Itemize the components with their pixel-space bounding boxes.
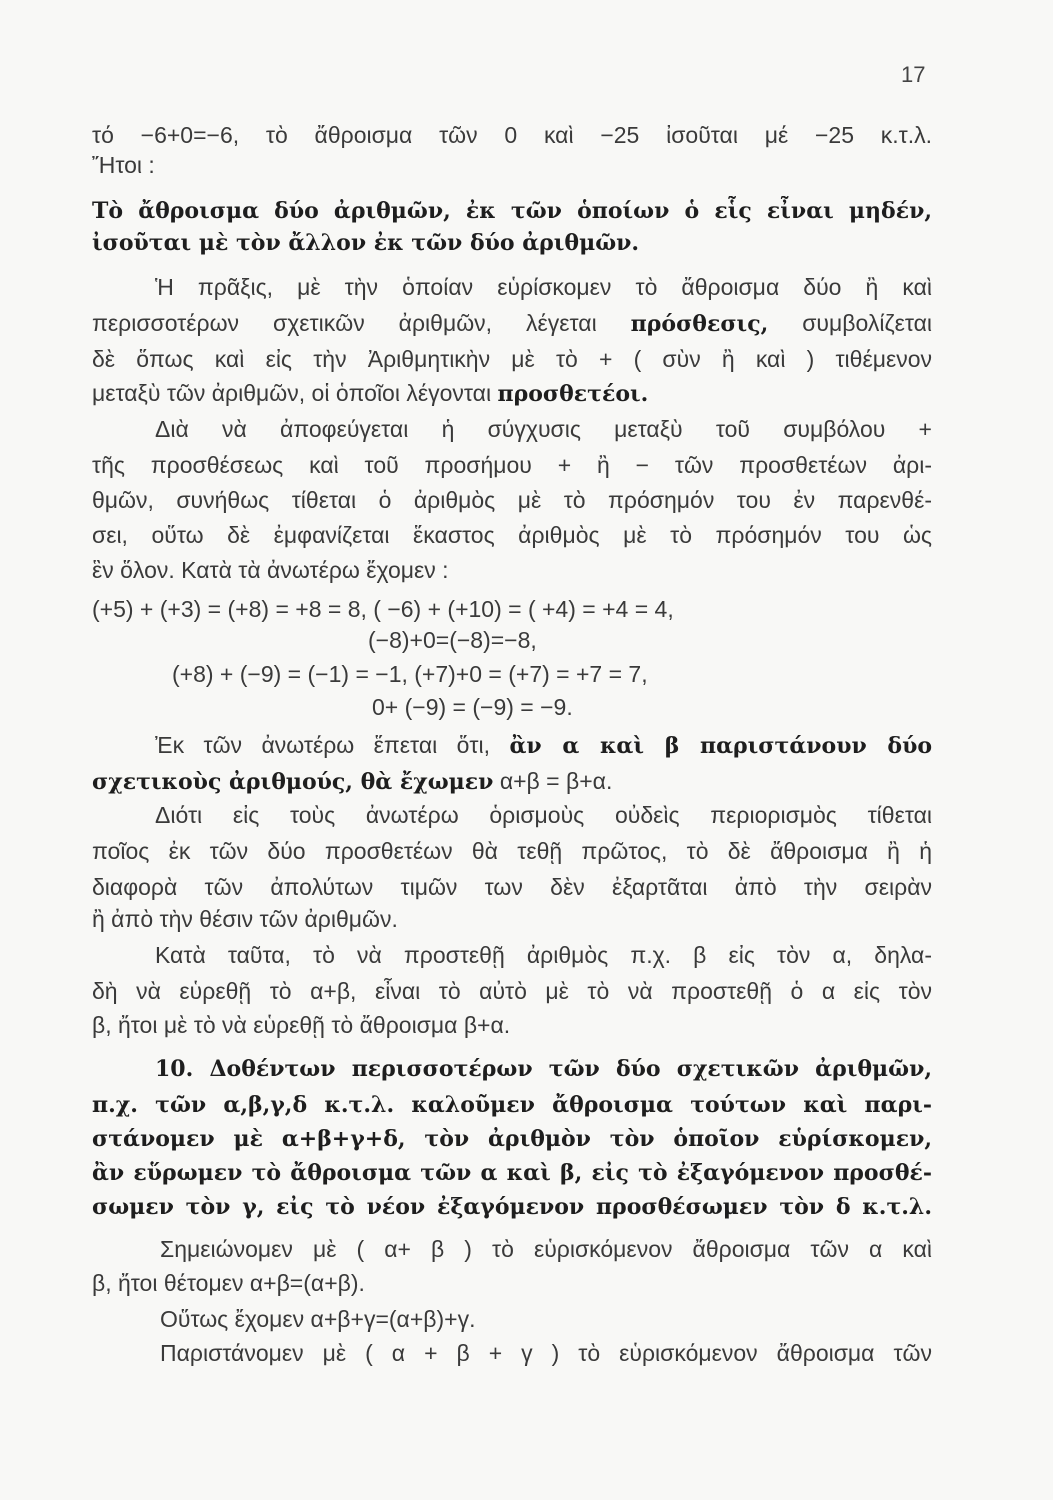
text-line: θμῶν, συνήθως τίθεται ὁ ἀριθμὸς μὲ τὸ πρόσημόν του ἐν παρενθέ- (92, 487, 932, 513)
theorem-line: ἰσοῦται μὲ τὸν ἄλλον ἐκ τῶν δύο ἀριθμῶν. (92, 230, 640, 256)
text-line: Ἤτοι : (92, 152, 155, 178)
text-line: ποῖος ἐκ τῶν δύο προσθετέων θὰ τεθῇ πρῶτος, τὸ δὲ ἄθροισμα ἢ ἡ (92, 838, 932, 864)
section-10-heading: 10. Δοθέντων περισσοτέρων τῶν δύο σχετικῶν ἀριθμῶν, (155, 1056, 932, 1082)
text-segment: Ἐκ τῶν ἀνωτέρω ἕπεται ὅτι, (155, 732, 491, 758)
equation-line: (+5) + (+3) = (+8) = +8 = 8, ( −6) + (+10) = ( +4) = +4 = 4, (92, 596, 674, 622)
text-line: Διὰ νὰ ἀποφεύγεται ἡ σύγχυσις μεταξὺ τοῦ συμβόλου + (155, 416, 932, 442)
definition-line: σωμεν τὸν γ, εἰς τὸ νέον ἐξαγόμενον προσθέσωμεν τὸν δ κ.τ.λ. (92, 1194, 932, 1220)
text-line: δὴ νὰ εὑρεθῇ τὸ α+β, εἶναι τὸ αὐτὸ μὲ τὸ νὰ προστεθῇ ὁ α εἰς τὸν (92, 978, 932, 1004)
text-line: τῆς προσθέσεως καὶ τοῦ προσήμου + ἢ − τῶν προσθετέων ἀρι- (92, 452, 932, 478)
equation-line: (+8) + (−9) = (−1) = −1, (+7)+0 = (+7) = +7 = 7, (172, 661, 648, 687)
equation-line: 0+ (−9) = (−9) = −9. (372, 694, 573, 720)
text-line: δὲ ὅπως καὶ εἰς τὴν Ἀριθμητικὴν μὲ τὸ + ( σὺν ἢ καὶ ) τιθέμενον (92, 346, 932, 372)
text-segment: συμβολίζεται (802, 310, 932, 336)
text-line: Ἡ πρᾶξις, μὲ τὴν ὁποίαν εὑρίσκομεν τὸ ἄθροισμα δύο ἢ καὶ (155, 274, 932, 300)
text-segment: περισσοτέρων σχετικῶν ἀριθμῶν, λέγεται (92, 310, 597, 336)
text-line: Σημειώνομεν μὲ ( α+ β ) τὸ εὑρισκόμενον ἄθροισμα τῶν α καὶ (160, 1236, 932, 1262)
text-line: Κατὰ ταῦτα, τὸ νὰ προστεθῇ ἀριθμὸς π.χ. β εἰς τὸν α, δηλα- (155, 942, 932, 968)
text-line (92, 766, 932, 797)
formula-commutative: α+β = β+α. (499, 768, 613, 794)
text-line: ἓν ὅλον. Κατὰ τὰ ἀνωτέρω ἔχομεν : (92, 557, 449, 583)
text-line: Διότι εἰς τοὺς ἀνωτέρω ὁρισμοὺς οὐδεὶς περιορισμὸς τίθεται (155, 802, 932, 828)
text-line: β, ἤτοι θέτομεν α+β=(α+β). (92, 1270, 365, 1296)
text-line: ἢ ἀπὸ τὴν θέσιν τῶν ἀριθμῶν. (92, 906, 398, 932)
text-line: Οὕτως ἔχομεν α+β+γ=(α+β)+γ. (160, 1306, 476, 1332)
term-addition: πρόσθεσις, (630, 311, 769, 337)
text-line: σει, οὕτω δὲ ἐμφανίζεται ἕκαστος ἀριθμὸς μὲ τὸ πρόσημόν του ὡς (92, 522, 932, 548)
text-segment: μεταξὺ τῶν ἀριθμῶν, οἱ ὁποῖοι λέγονται (92, 380, 492, 406)
page-number: 17 (901, 62, 926, 87)
text-line (92, 378, 932, 409)
text-line: β, ἤτοι μὲ τὸ νὰ εὑρεθῇ τὸ ἄθροισμα β+α. (92, 1012, 511, 1038)
definition-line: στάνομεν μὲ α+β+γ+δ, τὸν ἀριθμὸν τὸν ὁποῖον εὑρίσκομεν, (92, 1126, 932, 1152)
theorem-segment: σχετικοὺς ἀριθμούς, θὰ ἔχωμεν (92, 769, 494, 795)
text-line: Παριστάνομεν μὲ ( α + β + γ ) τὸ εὑρισκόμενον ἄθροισμα τῶν (160, 1340, 932, 1366)
text-line (92, 308, 932, 339)
text-line: διαφορὰ τῶν ἀπολύτων τιμῶν των δὲν ἐξαρτᾶται ἀπὸ τὴν σειρὰν (92, 874, 932, 900)
definition-line: π.χ. τῶν α,β,γ,δ κ.τ.λ. καλοῦμεν ἄθροισμα τούτων καὶ παρι- (92, 1092, 932, 1118)
definition-line: ἂν εὕρωμεν τὸ ἄθροισμα τῶν α καὶ β, εἰς τὸ ἐξαγόμενον προσθέ- (92, 1160, 932, 1186)
term-addends: προσθετέοι. (497, 381, 649, 407)
text-line (155, 730, 932, 761)
theorem-line: Τὸ ἄθροισμα δύο ἀριθμῶν, ἐκ τῶν ὁποίων ὁ εἷς εἶναι μηδέν, (92, 198, 932, 224)
equation-line: (−8)+0=(−8)=−8, (368, 627, 537, 653)
theorem-segment: ἂν α καὶ β παριστάνουν δύο (509, 733, 932, 759)
text-line: τό −6+0=−6, τὸ ἄθροισμα τῶν 0 καὶ −25 ἰσοῦται μέ −25 κ.τ.λ. (92, 122, 932, 148)
